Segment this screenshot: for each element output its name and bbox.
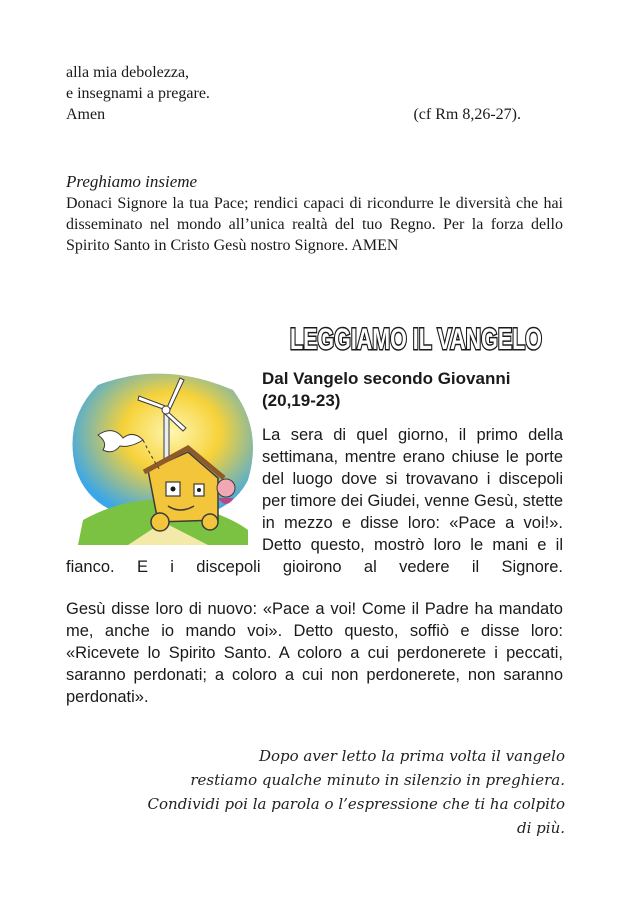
gospel-section xyxy=(66,368,563,708)
prayer-text: Donaci Signore la tua Pace; rendici capaci di ricondurre le diversità che hai disseminato nel mondo all’unica realtà del tuo Regno. Per la forza dello Spirito Santo in Cristo Gesù nostro Signore. AMEN xyxy=(66,195,563,254)
gospel-banner-text: LEGGIAMO IL VANGELO xyxy=(290,323,542,356)
section-title: Preghiamo insieme xyxy=(66,172,198,191)
illustration-spacer xyxy=(66,368,262,554)
prayer-closing xyxy=(66,62,566,125)
prayer-line: e insegnami a pregare. xyxy=(66,85,210,102)
gospel-paragraph: La sera di quel giorno, il primo della settimana, mentre erano chiuse le porte del luogo dove si trovavano i discepoli per timore dei Giudei, venne Gesù, stette in mezzo e disse loro: «Pace a voi!». Detto questo, mostrò loro le mani e il fianco. E i discepoli gioirono al vedere il Signore. xyxy=(66,426,563,576)
instruction-line: restiamo qualche minuto in silenzio in preghiera. xyxy=(190,771,565,789)
gospel-paragraph: Gesù disse loro di nuovo: «Pace a voi! Come il Padre ha mandato me, anche io mando voi». Detto questo, soffiò e disse loro: «Ricevete lo Spirito Santo. A coloro a cui perdonerete i peccati, saranno perdonati; a coloro a cui non perdonerete, non saranno perdonati». xyxy=(66,600,563,706)
gospel-banner xyxy=(288,318,548,358)
instruction-line: Dopo aver letto la prima volta il vangelo xyxy=(258,747,565,765)
gospel-source-reference: (20,19-23) xyxy=(262,391,341,410)
gospel-source-title: Dal Vangelo secondo Giovanni xyxy=(262,369,511,388)
instruction-line: Condividi poi la parola o l’espressione che ti ha colpito di più. xyxy=(147,795,565,837)
prayer-line: alla mia debolezza, xyxy=(66,64,190,81)
amen-text: Amen xyxy=(66,106,106,123)
amen-row xyxy=(66,104,521,125)
pray-together-section xyxy=(66,171,563,256)
bible-reference: (cf Rm 8,26-27). xyxy=(413,106,521,123)
reflection-instructions xyxy=(145,744,565,840)
